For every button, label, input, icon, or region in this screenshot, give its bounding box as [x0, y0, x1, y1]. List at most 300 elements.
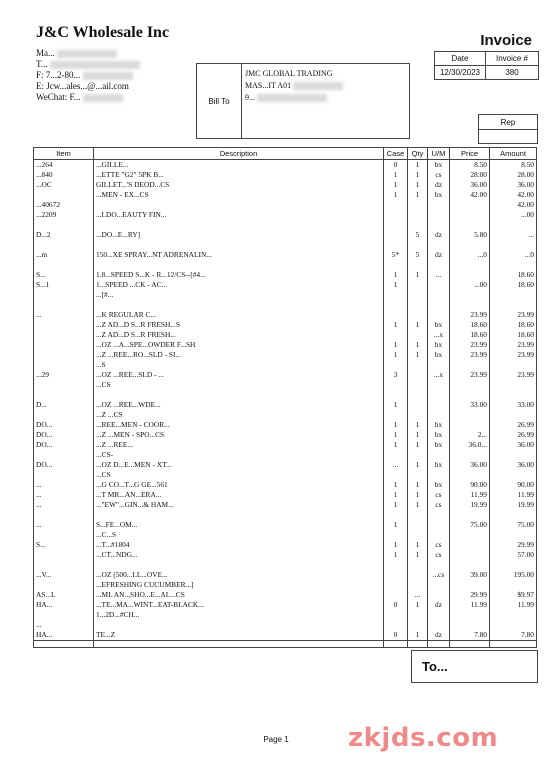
cell-um: ...x	[428, 330, 450, 340]
cell-item	[34, 220, 94, 230]
table-row	[34, 320, 537, 330]
cell-amount	[490, 300, 537, 310]
cell-um	[428, 300, 450, 310]
cell-case: 1	[384, 480, 408, 490]
cell-um	[428, 470, 450, 480]
table-row	[34, 580, 537, 590]
table-row	[34, 440, 537, 450]
total-box	[411, 650, 538, 683]
cell-qty: 5	[408, 230, 428, 240]
cell-case: 1	[384, 540, 408, 550]
cell-item	[34, 350, 94, 360]
cell-qty: 1	[408, 630, 428, 641]
cell-case	[384, 570, 408, 580]
cell-desc: ...K REGULAR C...	[94, 310, 384, 320]
cell-case: 1	[384, 520, 408, 530]
cell-case	[384, 300, 408, 310]
cell-desc	[94, 260, 384, 270]
cell-price	[450, 240, 490, 250]
table-row	[34, 350, 537, 360]
cell-qty	[408, 290, 428, 300]
cell-um	[428, 310, 450, 320]
cell-um: cs	[428, 550, 450, 560]
cell-item: ...29	[34, 370, 94, 380]
column-header: Item	[34, 148, 94, 160]
cell-amount: 42.00	[490, 200, 537, 210]
cell-um	[428, 290, 450, 300]
cell-qty: 1	[408, 320, 428, 330]
cell-item: ...	[34, 500, 94, 510]
cell-desc: ...T MR...AN...ERA...	[94, 490, 384, 500]
cell-price: 11.99	[450, 600, 490, 610]
table-row	[34, 460, 537, 470]
table-row	[34, 280, 537, 290]
cell-case	[384, 260, 408, 270]
cell-item	[34, 410, 94, 420]
table-row	[34, 500, 537, 510]
address-line: T...	[36, 59, 140, 70]
cell-amount: $9.97	[490, 590, 537, 600]
cell-amount	[490, 260, 537, 270]
cell-case	[384, 410, 408, 420]
table-row	[34, 300, 537, 310]
bill-to-line: JMC GLOBAL TRADING	[245, 69, 333, 78]
cell-case: 1	[384, 400, 408, 410]
cell-item: ...V...	[34, 570, 94, 580]
cell-item	[34, 470, 94, 480]
cell-um	[428, 380, 450, 390]
cell-item	[34, 260, 94, 270]
cell-price: 36.0...	[450, 440, 490, 450]
cell-amount: 195.00	[490, 570, 537, 580]
cell-amount: 18.60	[490, 280, 537, 290]
cell-um: ...	[428, 270, 450, 280]
cell-amount: 18.60	[490, 330, 537, 340]
cell-item: D...	[34, 400, 94, 410]
cell-qty	[408, 580, 428, 590]
cell-desc	[94, 240, 384, 250]
cell-qty: 1	[408, 480, 428, 490]
cell-amount: 36.00	[490, 180, 537, 190]
rep-label: Rep	[500, 118, 516, 127]
cell-desc: ...CT...NDG...	[94, 550, 384, 560]
cell-desc	[94, 510, 384, 520]
cell-um	[428, 240, 450, 250]
cell-item	[34, 390, 94, 400]
cell-price: 23.99	[450, 370, 490, 380]
cell-desc: ...Z ...REE...RO...SLD - SI...	[94, 350, 384, 360]
cell-item: HA...	[34, 600, 94, 610]
cell-case: 0	[384, 160, 408, 171]
cell-case: 0	[384, 630, 408, 641]
cell-qty: 1	[408, 160, 428, 171]
cell-um: bx	[428, 430, 450, 440]
bill-to-box	[196, 63, 410, 139]
cell-desc: ...S	[94, 360, 384, 370]
cell-desc: ...OZ (500...LL...OVE...	[94, 570, 384, 580]
cell-um	[428, 560, 450, 570]
cell-case: 3	[384, 370, 408, 380]
cell-qty	[408, 380, 428, 390]
cell-case	[384, 310, 408, 320]
cell-amount: 11.99	[490, 490, 537, 500]
cell-um: cs	[428, 490, 450, 500]
cell-item: AS...L	[34, 590, 94, 600]
table-row	[34, 530, 537, 540]
table-row	[34, 390, 537, 400]
cell-price	[450, 300, 490, 310]
invoice-meta-table	[434, 51, 539, 80]
wechat-line: WeChat: F...	[36, 92, 140, 103]
column-header: Amount	[490, 148, 537, 160]
cell-item: DO...	[34, 420, 94, 430]
table-row	[34, 520, 537, 530]
cell-price: 23.99	[450, 310, 490, 320]
cell-um	[428, 620, 450, 630]
cell-case: 1	[384, 180, 408, 190]
cell-amount: ...	[490, 230, 537, 240]
cell-qty: 1	[408, 600, 428, 610]
cell-desc	[94, 620, 384, 630]
cell-item	[34, 550, 94, 560]
cell-case: 1	[384, 420, 408, 430]
cell-qty	[408, 300, 428, 310]
cell-case	[384, 380, 408, 390]
cell-item: HA...	[34, 630, 94, 641]
cell-price	[450, 620, 490, 630]
table-row	[34, 410, 537, 420]
cell-um: bx	[428, 350, 450, 360]
cell-desc: ...EFRESHING CUCUMBER...]	[94, 580, 384, 590]
table-filler-row	[34, 641, 537, 648]
cell-qty	[408, 470, 428, 480]
column-header: Description	[94, 148, 384, 160]
cell-item: D...2	[34, 230, 94, 240]
cell-item	[34, 300, 94, 310]
cell-amount: 75.00	[490, 520, 537, 530]
cell-amount: 26.99	[490, 430, 537, 440]
cell-case: 1	[384, 270, 408, 280]
cell-case: 1	[384, 280, 408, 290]
cell-amount: 23.99	[490, 340, 537, 350]
cell-case	[384, 360, 408, 370]
cell-item	[34, 560, 94, 570]
cell-case: ...	[384, 460, 408, 470]
table-row	[34, 250, 537, 260]
cell-case: 1	[384, 440, 408, 450]
cell-qty	[408, 520, 428, 530]
cell-desc: ...T...#1804	[94, 540, 384, 550]
cell-um: dz	[428, 250, 450, 260]
cell-qty: 1	[408, 420, 428, 430]
invoice-number-header: Invoice #	[486, 52, 539, 66]
cell-price	[450, 210, 490, 220]
cell-amount	[490, 470, 537, 480]
cell-case	[384, 510, 408, 520]
cell-um	[428, 530, 450, 540]
table-row	[34, 160, 537, 171]
table-row	[34, 380, 537, 390]
cell-case	[384, 200, 408, 210]
cell-um	[428, 580, 450, 590]
cell-price: 39.00	[450, 570, 490, 580]
cell-desc: ..."EW"...GIN...& HAM...	[94, 500, 384, 510]
cell-qty: 1	[408, 180, 428, 190]
cell-price	[450, 420, 490, 430]
cell-item: ...40672	[34, 200, 94, 210]
cell-desc: 1...2D...#CH...	[94, 610, 384, 620]
cell-um: dz	[428, 600, 450, 610]
table-row	[34, 220, 537, 230]
cell-desc: ...Z ...MEN - SPO...CS	[94, 430, 384, 440]
cell-desc: ...ETTE "G2" 5PK B...	[94, 170, 384, 180]
cell-price	[450, 270, 490, 280]
column-header: Price	[450, 148, 490, 160]
cell-qty: 1	[408, 540, 428, 550]
cell-amount: 23.99	[490, 370, 537, 380]
cell-qty	[408, 220, 428, 230]
table-row	[34, 330, 537, 340]
cell-amount	[490, 290, 537, 300]
cell-um	[428, 200, 450, 210]
cell-item: ...840	[34, 170, 94, 180]
column-header: Qty	[408, 148, 428, 160]
cell-price	[450, 450, 490, 460]
cell-amount: ...0	[490, 250, 537, 260]
cell-amount	[490, 360, 537, 370]
cell-amount: ...00	[490, 210, 537, 220]
cell-price: 23.99	[450, 350, 490, 360]
cell-desc: 1...SPEED ...CK - AC...	[94, 280, 384, 290]
cell-um: bx	[428, 480, 450, 490]
cell-um: bx	[428, 460, 450, 470]
cell-price: 2...	[450, 430, 490, 440]
address-line: Ma...	[36, 48, 140, 59]
cell-price	[450, 510, 490, 520]
cell-case	[384, 530, 408, 540]
table-row	[34, 360, 537, 370]
cell-item	[34, 610, 94, 620]
cell-case	[384, 290, 408, 300]
cell-case	[384, 210, 408, 220]
bill-to-label: Bill To	[197, 64, 242, 138]
cell-um: ...cs	[428, 570, 450, 580]
page-number: Page 1	[263, 735, 289, 744]
cell-um	[428, 260, 450, 270]
cell-um	[428, 360, 450, 370]
cell-um	[428, 410, 450, 420]
cell-item: DO...	[34, 440, 94, 450]
cell-price: 36.00	[450, 180, 490, 190]
cell-price: 36.00	[450, 460, 490, 470]
cell-price: 33.00	[450, 400, 490, 410]
cell-desc: S...FE...OM...	[94, 520, 384, 530]
table-row	[34, 450, 537, 460]
table-row	[34, 180, 537, 190]
cell-desc: ...ML AN...SHO...E...AL...CS	[94, 590, 384, 600]
cell-price	[450, 380, 490, 390]
cell-amount	[490, 390, 537, 400]
cell-qty: 1	[408, 460, 428, 470]
table-row	[34, 400, 537, 410]
cell-price	[450, 220, 490, 230]
cell-desc	[94, 560, 384, 570]
cell-qty	[408, 530, 428, 540]
table-row	[34, 260, 537, 270]
cell-case	[384, 390, 408, 400]
cell-qty	[408, 560, 428, 570]
cell-um: bx	[428, 190, 450, 200]
cell-price	[450, 580, 490, 590]
cell-um: bx	[428, 420, 450, 430]
cell-case	[384, 450, 408, 460]
cell-amount	[490, 240, 537, 250]
table-row	[34, 630, 537, 641]
cell-amount	[490, 220, 537, 230]
cell-amount	[490, 620, 537, 630]
cell-qty	[408, 450, 428, 460]
cell-desc: ...OZ ...REE...SLD - ...	[94, 370, 384, 380]
bill-to-line: MAS...IT A01	[245, 80, 343, 92]
table-row	[34, 490, 537, 500]
cell-amount: 57.00	[490, 550, 537, 560]
cell-qty: 1	[408, 340, 428, 350]
cell-qty: 5	[408, 250, 428, 260]
cell-item	[34, 360, 94, 370]
cell-price: 11.99	[450, 490, 490, 500]
cell-desc: ...REE...MEN - COOR...	[94, 420, 384, 430]
cell-price: 90.00	[450, 480, 490, 490]
company-name: J&C Wholesale Inc	[36, 24, 170, 41]
cell-item: ...	[34, 520, 94, 530]
cell-um	[428, 610, 450, 620]
invoice-date: 12/30/2023	[435, 66, 486, 80]
cell-amount: 8.50	[490, 160, 537, 171]
cell-price: 23.99	[450, 340, 490, 350]
cell-case	[384, 220, 408, 230]
company-address	[36, 48, 140, 103]
cell-amount: 19.99	[490, 500, 537, 510]
cell-item	[34, 580, 94, 590]
cell-case: 1	[384, 320, 408, 330]
cell-desc: TE...Z	[94, 630, 384, 641]
cell-qty: 1	[408, 550, 428, 560]
cell-um	[428, 280, 450, 290]
cell-qty	[408, 510, 428, 520]
table-row	[34, 310, 537, 320]
cell-price: 19.99	[450, 500, 490, 510]
table-row	[34, 620, 537, 630]
cell-desc: ...TE...MA...WINT...EAT-BLACK...	[94, 600, 384, 610]
cell-desc: 1.8...SPEED S...K - R...12/CS--[#4...	[94, 270, 384, 280]
invoice-number: 380	[486, 66, 539, 80]
rep-box	[478, 114, 538, 144]
cell-qty	[408, 210, 428, 220]
cell-um: dz	[428, 630, 450, 641]
cell-price	[450, 200, 490, 210]
table-row	[34, 570, 537, 580]
cell-item: S...1	[34, 280, 94, 290]
email-line: E: Jcw...ales...@...ail.com	[36, 81, 129, 91]
table-row	[34, 340, 537, 350]
table-row	[34, 480, 537, 490]
phone-line: F: 7...2-80...	[36, 70, 140, 81]
cell-desc: ...OZ D...E...MEN - XT...	[94, 460, 384, 470]
cell-amount: 18.60	[490, 270, 537, 280]
table-row	[34, 420, 537, 430]
cell-price	[450, 470, 490, 480]
cell-amount	[490, 560, 537, 570]
cell-case: 1	[384, 500, 408, 510]
cell-item: S...	[34, 540, 94, 550]
cell-desc: ...Z AD...D S...R FRESH...S	[94, 320, 384, 330]
cell-case	[384, 580, 408, 590]
cell-price: ...00	[450, 280, 490, 290]
cell-item: ...OC	[34, 180, 94, 190]
cell-um: bx	[428, 160, 450, 171]
invoice-title: Invoice	[480, 32, 532, 49]
cell-um: ...x	[428, 370, 450, 380]
cell-item: ...m	[34, 250, 94, 260]
cell-price	[450, 260, 490, 270]
cell-qty	[408, 280, 428, 290]
cell-price	[450, 530, 490, 540]
cell-qty	[408, 240, 428, 250]
table-row	[34, 510, 537, 520]
cell-desc	[94, 200, 384, 210]
cell-qty	[408, 620, 428, 630]
cell-desc: ...Z ...CS	[94, 410, 384, 420]
bill-to-line: 9...	[245, 92, 343, 104]
cell-amount: 42.00	[490, 190, 537, 200]
date-header: Date	[435, 52, 486, 66]
cell-price: 42.00	[450, 190, 490, 200]
cell-case	[384, 230, 408, 240]
cell-item: ...	[34, 480, 94, 490]
cell-qty: 1	[408, 440, 428, 450]
cell-item	[34, 240, 94, 250]
column-header: Case	[384, 148, 408, 160]
cell-desc: ...CS	[94, 380, 384, 390]
cell-amount: 28.00	[490, 170, 537, 180]
cell-um	[428, 510, 450, 520]
table-row	[34, 270, 537, 280]
cell-item: DO...	[34, 430, 94, 440]
table-row	[34, 370, 537, 380]
table-row	[34, 190, 537, 200]
cell-price	[450, 550, 490, 560]
cell-item	[34, 340, 94, 350]
cell-price: 75.00	[450, 520, 490, 530]
cell-desc: ...GILLE...	[94, 160, 384, 171]
cell-qty: 1	[408, 350, 428, 360]
cell-qty	[408, 260, 428, 270]
cell-case	[384, 330, 408, 340]
bill-to-address	[245, 68, 343, 104]
line-items-table	[33, 147, 537, 648]
cell-item	[34, 530, 94, 540]
cell-case	[384, 240, 408, 250]
cell-price: ...0	[450, 250, 490, 260]
cell-case	[384, 610, 408, 620]
cell-case: 1	[384, 340, 408, 350]
table-row	[34, 430, 537, 440]
cell-case: 1	[384, 550, 408, 560]
cell-um: bx	[428, 440, 450, 450]
cell-desc: ...[#...	[94, 290, 384, 300]
cell-desc: ...MEN - EX...CS	[94, 190, 384, 200]
cell-case: 1	[384, 170, 408, 180]
